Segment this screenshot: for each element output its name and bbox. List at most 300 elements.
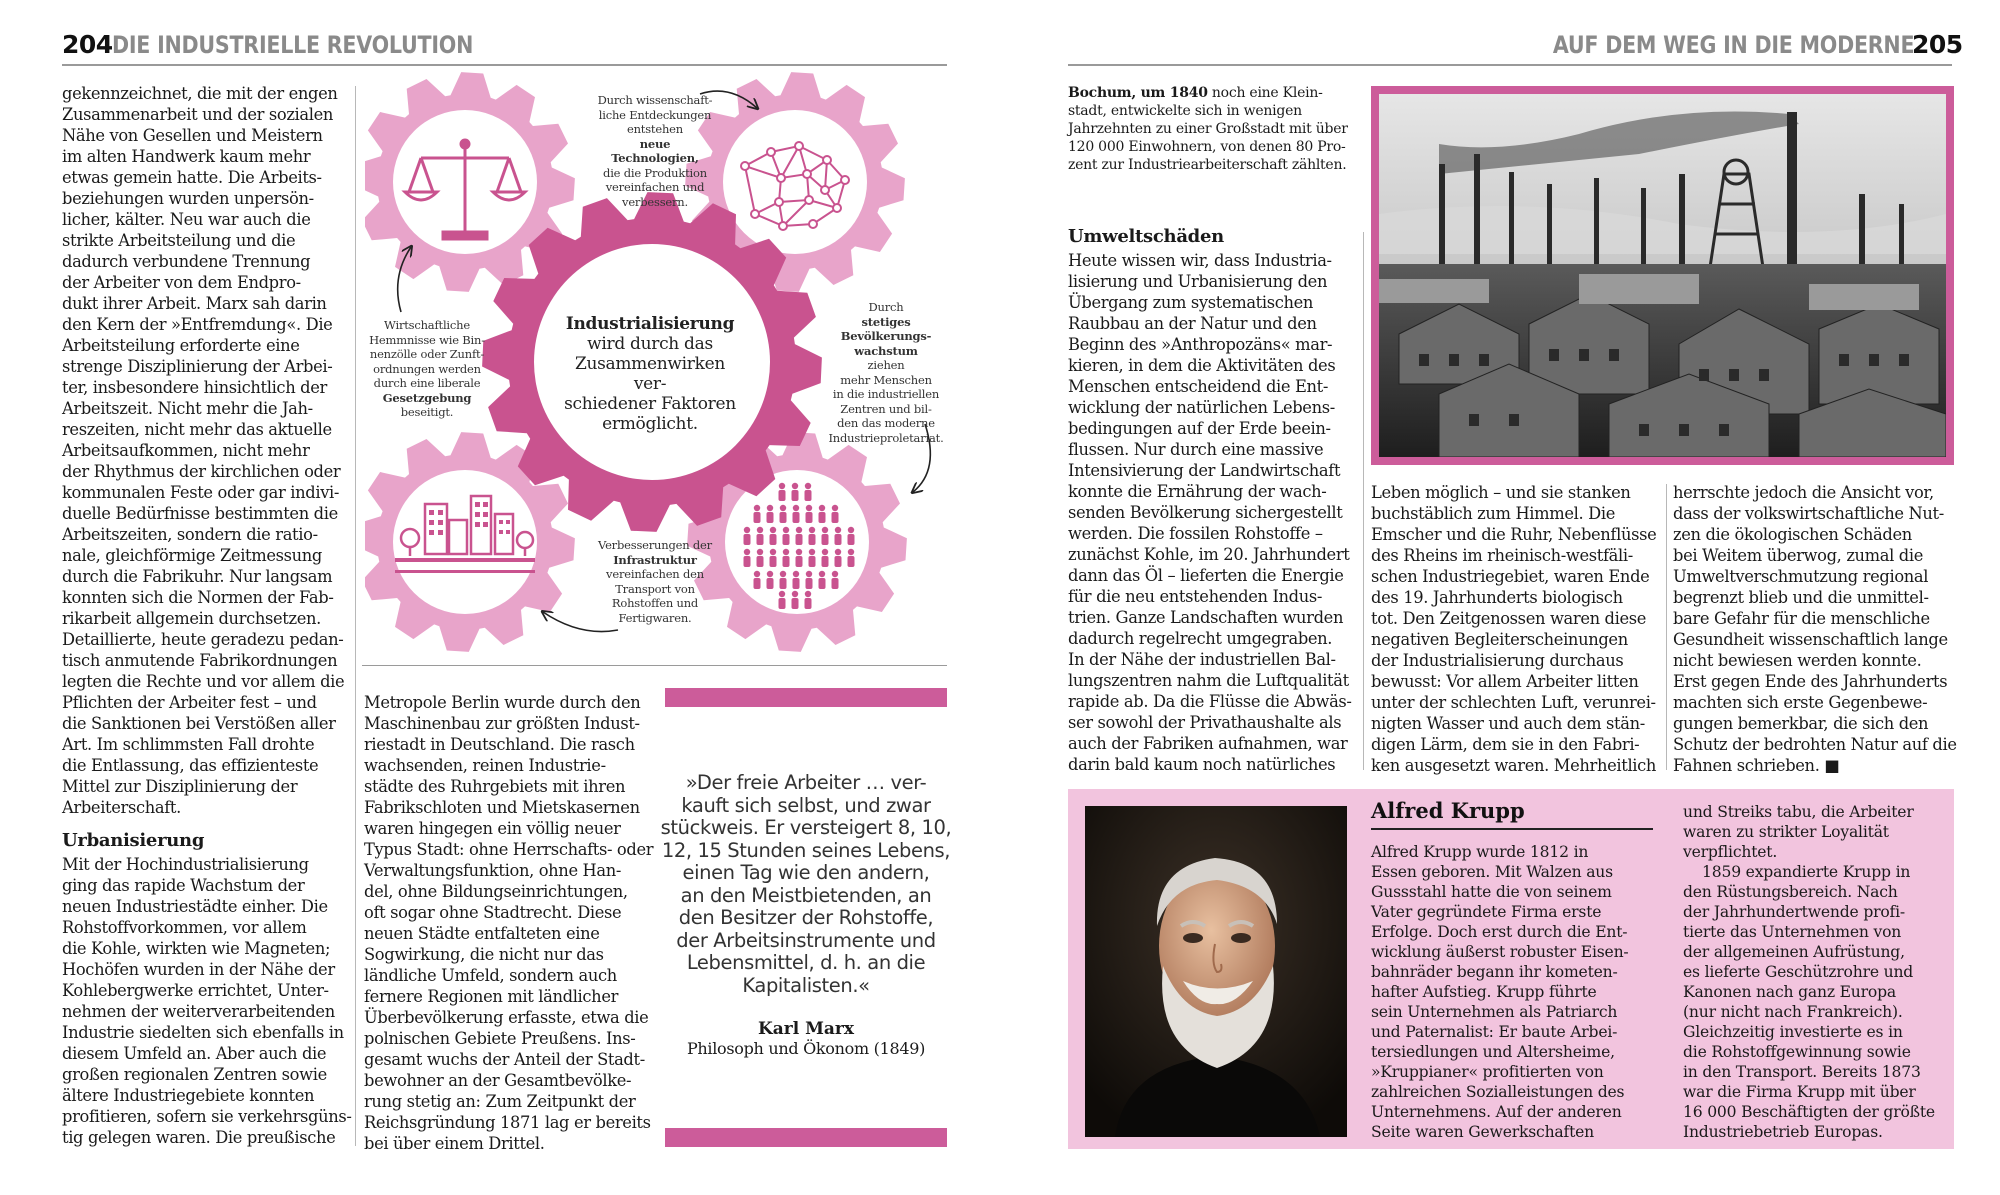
label-line: Infrastruktur xyxy=(613,552,697,567)
text-line: Vater gegründete Firma erste xyxy=(1371,903,1602,921)
column-5 xyxy=(1673,482,1958,776)
krupp-title-rule xyxy=(1371,828,1653,830)
text-line: Unternehmens. Auf der anderen xyxy=(1371,1103,1622,1121)
text-line: Seite waren Gewerkschaften xyxy=(1371,1123,1595,1141)
text-line: Erfolge. Doch erst durch die Ent- xyxy=(1371,923,1628,941)
text-line: herrschte jedoch die Ansicht vor, xyxy=(1673,483,1934,502)
person-body xyxy=(770,556,777,567)
person-head xyxy=(822,527,828,533)
photo-caption xyxy=(1068,84,1358,174)
person-body xyxy=(744,556,751,567)
person-body xyxy=(757,534,764,545)
person-body xyxy=(832,578,839,589)
text-line: bei Weitem überwog, zumal die xyxy=(1673,546,1924,565)
person-head xyxy=(780,571,786,577)
text-line: Arbeitszeit. Nicht mehr die Jah- xyxy=(62,399,313,418)
urbanisierung-heading: Urbanisierung xyxy=(62,830,205,851)
right-header-rule xyxy=(1068,64,1952,66)
text-line: auch der Fabriken aufnahmen, war xyxy=(1068,734,1348,753)
column-2 xyxy=(364,692,654,1154)
label-line: Bevölkerungs- xyxy=(840,329,932,343)
text-line: den Kern der »Entfremdung«. Die xyxy=(62,315,333,334)
text-line: in den Transport. Bereits 1873 xyxy=(1683,1063,1921,1081)
person-body xyxy=(809,556,816,567)
text-line: strikte Arbeitsteilung und die xyxy=(62,231,296,250)
label-line: ordnungen werden xyxy=(373,361,481,376)
column-divider-1 xyxy=(355,86,356,1146)
column-4 xyxy=(1371,482,1661,776)
text-line: In der Nähe der industriellen Bal- xyxy=(1068,650,1336,669)
center-line: ermöglicht. xyxy=(602,414,698,434)
text-line: bewohner an der Gesamtbevölke- xyxy=(364,1071,632,1090)
gear-bottom-left-hole xyxy=(393,470,537,614)
text-line: Kohlebergwerke errichtet, Unter- xyxy=(62,981,329,1000)
diagram-bottom-divider xyxy=(362,665,947,666)
person-head xyxy=(767,505,773,511)
text-line: konnte die Ernährung der wach- xyxy=(1068,482,1327,501)
text-line: der Industrialisierung durchaus xyxy=(1371,651,1624,670)
person-body xyxy=(779,490,786,501)
text-line: gekennzeichnet, die mit der engen xyxy=(62,84,338,103)
text-line: Arbeiterschaft. xyxy=(62,798,181,817)
person-body xyxy=(848,534,855,545)
text-line: war die Firma Krupp mit über xyxy=(1683,1083,1916,1101)
text-line: wicklung äußerst robuster Eisen- xyxy=(1371,943,1629,961)
text-line: stückweis. Er versteigert 8, 10, xyxy=(660,816,952,839)
text-line: der Rhythmus der kirchlichen oder xyxy=(62,462,341,481)
text-line: nigten Wasser und auch dem stän- xyxy=(1371,714,1645,733)
text-line: unter der schlechten Luft, verunrei- xyxy=(1371,693,1656,712)
text-line: ging das rapide Wachstum der xyxy=(62,876,305,895)
person-body xyxy=(796,534,803,545)
text-line: diesem Umfeld an. Aber auch die xyxy=(62,1044,327,1063)
krupp-box-title: Alfred Krupp xyxy=(1371,798,1525,823)
col5-paragraph xyxy=(1673,482,1958,776)
text-line: Raubbau an der Natur und den xyxy=(1068,314,1317,333)
label-line: durch eine liberale xyxy=(373,376,481,390)
text-line: im alten Handwerk kaum mehr xyxy=(62,147,311,166)
person-body xyxy=(783,556,790,567)
text-line: senden Bevölkerung sichergestellt xyxy=(1068,503,1343,522)
person-body xyxy=(835,556,842,567)
label-line: vereinfachen den xyxy=(606,567,704,581)
text-line: 1859 expandierte Krupp in xyxy=(1683,863,1911,881)
text-line: fernere Regionen mit ländlicher xyxy=(364,987,619,1006)
text-line: strenge Disziplinierung der Arbei- xyxy=(62,357,333,376)
person-body xyxy=(806,512,813,523)
text-line: den Besitzer der Rohstoffe, xyxy=(678,906,934,929)
label-line: in die industriellen xyxy=(832,387,940,401)
text-line: die Kohle, wirkten wie Magneten; xyxy=(62,939,331,958)
person-body xyxy=(793,578,800,589)
text-line: bedingungen auf der Erde beein- xyxy=(1068,419,1331,438)
text-line: Essen geboren. Mit Walzen aus xyxy=(1371,863,1613,881)
text-line: 12, 15 Stunden seines Lebens, xyxy=(661,838,951,862)
text-line: rikarbeit allgemein durchsetzen. xyxy=(62,609,321,628)
krupp-column-b xyxy=(1683,802,1945,1142)
text-line: wicklung der natürlichen Lebens- xyxy=(1068,398,1335,417)
text-line: hafter Aufstieg. Krupp führte xyxy=(1371,983,1597,1001)
left-running-title: DIE INDUSTRIELLE REVOLUTION xyxy=(112,31,474,59)
text-line: der Arbeiter von dem Endpro- xyxy=(62,273,301,292)
text-line: Fahnen schrieben. ■ xyxy=(1673,756,1840,775)
text-line: für die neu entstehenden Indus- xyxy=(1068,587,1323,606)
label-line: neue xyxy=(639,136,671,151)
text-line: Art. Im schlimmsten Fall drohte xyxy=(62,735,315,754)
person-head xyxy=(805,591,811,597)
text-line: Lebensmittel, d. h. an die xyxy=(686,951,926,974)
person-body xyxy=(819,578,826,589)
text-line: licher, kälter. Neu war auch die xyxy=(62,210,311,229)
text-line: Hochöfen wurden in der Nähe der xyxy=(62,960,335,979)
person-head xyxy=(792,483,798,489)
text-line: zen die ökologischen Schäden xyxy=(1673,525,1912,544)
column-1 xyxy=(62,83,352,1148)
person-head xyxy=(835,549,841,555)
text-line: sein Unternehmen als Patriarch xyxy=(1371,1003,1618,1021)
text-line: werden. Die fossilen Rohstoffe – xyxy=(1068,524,1323,543)
label-line: Durch wissenschaft- xyxy=(597,93,713,107)
label-line: Verbesserungen der xyxy=(598,538,712,552)
bochum-photo xyxy=(1371,86,1954,465)
text-line: Intensivierung der Landwirtschaft xyxy=(1068,461,1341,480)
person-body xyxy=(767,512,774,523)
person-body xyxy=(792,490,799,501)
center-line: schiedener Faktoren xyxy=(564,394,736,414)
text-line: etwas gemein hatte. Die Arbeits- xyxy=(62,168,322,187)
text-line: flussen. Nur durch eine massive xyxy=(1068,440,1324,459)
text-line: neuen Städte entfalteten eine xyxy=(364,924,600,943)
text-line: Überbevölkerung erfasste, etwa die xyxy=(364,1008,649,1027)
text-line: duelle Bedürfnisse bestimmten die xyxy=(62,504,338,523)
text-line: begrenzt blieb und die unmittel- xyxy=(1673,588,1929,607)
person-head xyxy=(848,527,854,533)
person-head xyxy=(809,549,815,555)
text-line: nehmen der weiterverarbeitenden xyxy=(62,1002,335,1021)
right-page-number: 205 xyxy=(1912,30,1963,59)
text-line: machten sich erste Gegenbewe- xyxy=(1673,693,1928,712)
person-head xyxy=(809,527,815,533)
caption-line: zent zur Industriearbeiterschaft zählten. xyxy=(1068,157,1347,173)
text-line: und Paternalist: Er baute Arbei- xyxy=(1371,1023,1618,1041)
person-body xyxy=(809,534,816,545)
person-body xyxy=(835,534,842,545)
person-head xyxy=(770,527,776,533)
text-line: Metropole Berlin wurde durch den xyxy=(364,693,641,712)
person-body xyxy=(805,598,812,609)
text-line: dadurch verbundene Trennung xyxy=(62,252,311,271)
left-header-rule xyxy=(62,64,947,66)
person-body xyxy=(767,578,774,589)
text-line: Alfred Krupp wurde 1812 in xyxy=(1371,843,1589,861)
text-line: zunächst Kohle, im 20. Jahrhundert xyxy=(1068,545,1350,564)
text-line: lisierung und Urbanisierung den xyxy=(1068,272,1328,291)
text-line: ältere Industriegebiete konnten xyxy=(62,1086,315,1105)
label-line: Zentren und bil- xyxy=(840,401,932,416)
text-line: Sogwirkung, die nicht nur das xyxy=(364,945,604,964)
person-head xyxy=(793,505,799,511)
text-line: Rohstoffvorkommen, vor allem xyxy=(62,918,307,937)
text-line: des 19. Jahrhunderts biologisch xyxy=(1371,588,1623,607)
text-line: buchstäblich zum Himmel. Die xyxy=(1371,504,1615,523)
person-head xyxy=(835,527,841,533)
text-line: dass der volkswirtschaftliche Nut- xyxy=(1673,504,1944,523)
text-line: großen regionalen Zentren sowie xyxy=(62,1065,327,1084)
label-line: verbessern. xyxy=(622,194,688,209)
label-legislation xyxy=(360,318,494,420)
text-line: Nähe von Gesellen und Meistern xyxy=(62,126,323,145)
text-line: Arbeitsteilung erforderte eine xyxy=(62,336,300,355)
text-line: städte des Ruhrgebiets mit ihren xyxy=(364,777,626,796)
label-infrastructure xyxy=(580,538,730,625)
person-head xyxy=(819,571,825,577)
label-line: Transport von xyxy=(615,581,695,596)
label-technologies xyxy=(580,93,730,209)
label-line: die die Produktion xyxy=(603,165,707,180)
person-body xyxy=(780,512,787,523)
text-line: nale, gleichförmige Zeitmessung xyxy=(62,546,322,565)
person-head xyxy=(744,527,750,533)
text-line: Leben möglich – und sie stanken xyxy=(1371,483,1631,502)
text-line: die Entlassung, das effizienteste xyxy=(62,756,319,775)
person-body xyxy=(806,578,813,589)
label-line: Technologien, xyxy=(611,151,699,165)
caption-line: 120 000 Einwohnern, von denen 80 Pro- xyxy=(1068,139,1346,155)
person-body xyxy=(754,578,761,589)
person-head xyxy=(783,527,789,533)
person-head xyxy=(819,505,825,511)
text-line: »Kruppianer« profitierten von xyxy=(1371,1063,1604,1081)
person-body xyxy=(819,512,826,523)
text-line: Gesundheit wissenschaftlich lange xyxy=(1673,630,1948,649)
label-line: mehr Menschen xyxy=(840,372,932,387)
text-line: Typus Stadt: ohne Herrschafts- oder xyxy=(364,840,654,859)
text-line: Detaillierte, heute geradezu pedan- xyxy=(62,630,344,649)
person-head xyxy=(767,571,773,577)
diagram-center-text xyxy=(560,314,740,434)
label-line: Gesetzgebung xyxy=(382,390,472,405)
text-line: 16 000 Beschäftigten der größte xyxy=(1683,1103,1935,1121)
col3-paragraph xyxy=(1068,250,1358,775)
text-line: Industriebetrieb Europas. xyxy=(1683,1123,1883,1141)
right-running-title: AUF DEM WEG IN DIE MODERNE xyxy=(1552,31,1914,59)
text-line: den Rüstungsbereich. Nach xyxy=(1683,883,1898,901)
text-line: waren zu strikter Loyalität xyxy=(1683,823,1889,841)
text-line: Arbeitszeiten, sondern die ratio- xyxy=(62,525,318,544)
text-line: einen Tag wie den andern, xyxy=(682,861,930,884)
text-line: kauft sich selbst, und zwar xyxy=(681,793,931,817)
quote-author: Karl Marx xyxy=(757,1019,855,1039)
text-line: Verwaltungsfunktion, ohne Han- xyxy=(364,861,622,880)
person-body xyxy=(832,512,839,523)
text-line: oft sogar ohne Stadtrecht. Diese xyxy=(364,903,622,922)
person-head xyxy=(805,483,811,489)
text-line: trien. Ganze Landschaften wurden xyxy=(1068,608,1344,627)
text-line: Mit der Hochindustrialisierung xyxy=(62,855,309,874)
label-line: liche Entdeckungen xyxy=(598,107,712,122)
text-line: verpflichtet. xyxy=(1683,843,1778,861)
person-body xyxy=(770,534,777,545)
text-line: Erst gegen Ende des Jahrhunderts xyxy=(1673,672,1948,691)
person-head xyxy=(793,571,799,577)
text-line: »Der freie Arbeiter … ver- xyxy=(685,771,927,794)
text-line: der allgemeinen Aufrüstung, xyxy=(1683,943,1905,961)
text-line: Fabrikschloten und Mietskasernen xyxy=(364,798,640,817)
person-body xyxy=(779,598,786,609)
text-line: Gussstahl hatte die von seinem xyxy=(1371,883,1612,901)
alfred-krupp-portrait-image xyxy=(1085,806,1347,1137)
person-head xyxy=(806,505,812,511)
text-line: Umweltverschmutzung regional xyxy=(1673,567,1929,586)
label-line: Durch xyxy=(868,300,904,314)
text-line: an den Meistbietenden, an xyxy=(680,883,932,907)
text-line: bahnräder begann ihr kometen- xyxy=(1371,963,1618,981)
label-line: Hemmnisse wie Bin- xyxy=(369,332,485,347)
person-head xyxy=(822,549,828,555)
text-line: kommunalen Feste oder gar indivi- xyxy=(62,483,340,502)
bochum-industrial-photo-image xyxy=(1379,94,1946,457)
person-body xyxy=(754,512,761,523)
text-line: profitieren, sofern sie verkehrsgüns- xyxy=(62,1107,352,1126)
caption-line xyxy=(1068,84,1358,102)
text-line: digen Lärm, dem sie in den Fabri- xyxy=(1371,735,1640,754)
person-head xyxy=(757,549,763,555)
label-line: stetiges xyxy=(861,314,911,329)
center-title: Industrialisierung xyxy=(565,314,735,334)
umweltschaeden-heading: Umweltschäden xyxy=(1068,226,1224,247)
person-head xyxy=(848,549,854,555)
text-line: Maschinenbau zur größten Indust- xyxy=(364,714,640,733)
text-line: Reichsgründung 1871 lag er bereits xyxy=(364,1113,651,1132)
person-body xyxy=(822,556,829,567)
column-divider-3 xyxy=(1363,232,1364,770)
text-line: ländliche Umfeld, sondern auch xyxy=(364,966,617,985)
column-3 xyxy=(1068,226,1358,775)
person-head xyxy=(796,527,802,533)
text-line: Emscher und die Ruhr, Nebenflüsse xyxy=(1371,525,1657,544)
person-head xyxy=(757,527,763,533)
person-body xyxy=(780,578,787,589)
text-line: und Streiks tabu, die Arbeiter xyxy=(1683,803,1914,821)
text-line: Heute wissen wir, dass Industria- xyxy=(1068,251,1332,270)
person-body xyxy=(792,598,799,609)
text-line: tersiedlungen und Altersheime, xyxy=(1371,1043,1615,1061)
text-line: Industrie siedelten sich ebenfalls in xyxy=(62,1023,344,1042)
person-head xyxy=(792,591,798,597)
text-line: ken ausgesetzt waren. Mehrheitlich xyxy=(1371,756,1657,775)
text-line: Kapitalisten.« xyxy=(742,973,870,997)
alfred-krupp-portrait xyxy=(1085,806,1347,1137)
person-head xyxy=(754,571,760,577)
caption-line: stadt, entwickelte sich in wenigen xyxy=(1068,103,1302,119)
text-line: tot. Den Zeitgenossen waren diese xyxy=(1371,609,1647,628)
label-line: Rohstoffen und xyxy=(611,596,699,610)
person-head xyxy=(744,549,750,555)
text-line: nicht bewiesen werden konnte. xyxy=(1673,651,1922,670)
krupp-column-a xyxy=(1371,842,1656,1142)
text-line: Übergang zum systematischen xyxy=(1068,293,1314,312)
quote-bottom-bar xyxy=(665,1128,947,1147)
text-line: durch die Fabrikuhr. Nur langsam xyxy=(62,567,333,586)
text-line: die Sanktionen bei Verstößen aller xyxy=(62,714,336,733)
person-body xyxy=(793,512,800,523)
text-line: konnten sich die Normen der Fab- xyxy=(62,588,334,607)
label-line: Industrieproletariat. xyxy=(828,430,944,445)
person-body xyxy=(848,556,855,567)
column-divider-4 xyxy=(1666,484,1667,770)
label-line: ziehen xyxy=(867,358,905,372)
col1-paragraph-1 xyxy=(62,83,347,818)
label-line: entstehen xyxy=(627,122,683,136)
text-line: gungen bemerkbar, die sich den xyxy=(1673,714,1929,733)
text-line: die Rohstoffgewinnung sowie xyxy=(1683,1043,1911,1061)
quote-top-bar xyxy=(665,688,947,707)
text-line: dann das Öl – lieferten die Energie xyxy=(1068,566,1344,585)
text-line: der Jahrhundertwende profi- xyxy=(1683,903,1905,921)
text-line: bei über einem Drittel. xyxy=(364,1134,545,1153)
text-line: polnischen Gebiete Preußens. Ins- xyxy=(364,1029,636,1048)
label-line: vereinfachen und xyxy=(605,180,705,194)
text-line: reszeiten, nicht mehr das aktuelle xyxy=(62,420,332,439)
text-line: Beginn des »Anthropozäns« mar- xyxy=(1068,335,1333,354)
label-line: nenzölle oder Zunft- xyxy=(369,347,485,361)
caption-line: Jahrzehnten zu einer Großstadt mit über xyxy=(1068,121,1348,137)
text-line: kieren, in dem die Aktivitäten des xyxy=(1068,356,1336,375)
text-line: Zusammenarbeit und der sozialen xyxy=(62,105,334,124)
label-line: den das moderne xyxy=(837,416,935,430)
text-line: waren hingegen ein völlig neuer xyxy=(364,819,621,838)
person-body xyxy=(805,490,812,501)
caption-text: noch eine Klein- xyxy=(1207,85,1323,101)
person-head xyxy=(754,505,760,511)
person-head xyxy=(832,571,838,577)
text-line: Schutz der bedrohten Natur auf die xyxy=(1673,735,1957,754)
text-line: der Arbeitsinstrumente und xyxy=(676,928,936,952)
text-line: Pflichten der Arbeiter fest – und xyxy=(62,693,317,712)
label-population xyxy=(822,300,950,445)
text-line: darin bald kaum noch natürliches xyxy=(1068,755,1336,774)
text-line: tig gelegen waren. Die preußische xyxy=(62,1128,336,1147)
text-line: dadurch regelrecht umgegraben. xyxy=(1068,629,1333,648)
text-line: wachsenden, reinen Industrie- xyxy=(364,756,606,775)
caption-bold-lead: Bochum, um 1840 xyxy=(1068,85,1208,101)
text-line: es lieferte Geschützrohre und xyxy=(1683,963,1914,981)
text-line: Gleichzeitig investierte es in xyxy=(1683,1023,1903,1041)
text-line: zahlreichen Sozialleistungen des xyxy=(1371,1083,1625,1101)
text-line: neuen Industriestädte einher. Die xyxy=(62,897,328,916)
text-line: beziehungen wurden unpersön- xyxy=(62,189,314,208)
text-line: tisch anmutende Fabrikordnungen xyxy=(62,651,338,670)
text-line: rapide ab. Da die Flüsse die Abwäs- xyxy=(1068,692,1352,711)
center-line: Zusammenwirken ver- xyxy=(574,354,726,394)
marx-quote xyxy=(660,772,952,997)
center-line: wird durch das xyxy=(587,334,713,354)
text-line: ser sowohl der Privathaushalte als xyxy=(1068,713,1342,732)
person-head xyxy=(770,549,776,555)
person-body xyxy=(783,534,790,545)
text-line: negativen Begleiterscheinungen xyxy=(1371,630,1628,649)
col4-paragraph xyxy=(1371,482,1661,776)
left-page-number: 204 xyxy=(62,30,113,59)
text-line: del, ohne Bildungseinrichtungen, xyxy=(364,882,628,901)
text-line: rung stetig an: Zum Zeitpunkt der xyxy=(364,1092,636,1111)
person-head xyxy=(779,591,785,597)
quote-author-role: Philosoph und Ökonom (1849) xyxy=(686,1039,926,1058)
person-head xyxy=(780,505,786,511)
col2-paragraph xyxy=(364,692,654,1154)
text-line: ter, insbesondere hinsichtlich der xyxy=(62,378,327,397)
person-head xyxy=(806,571,812,577)
